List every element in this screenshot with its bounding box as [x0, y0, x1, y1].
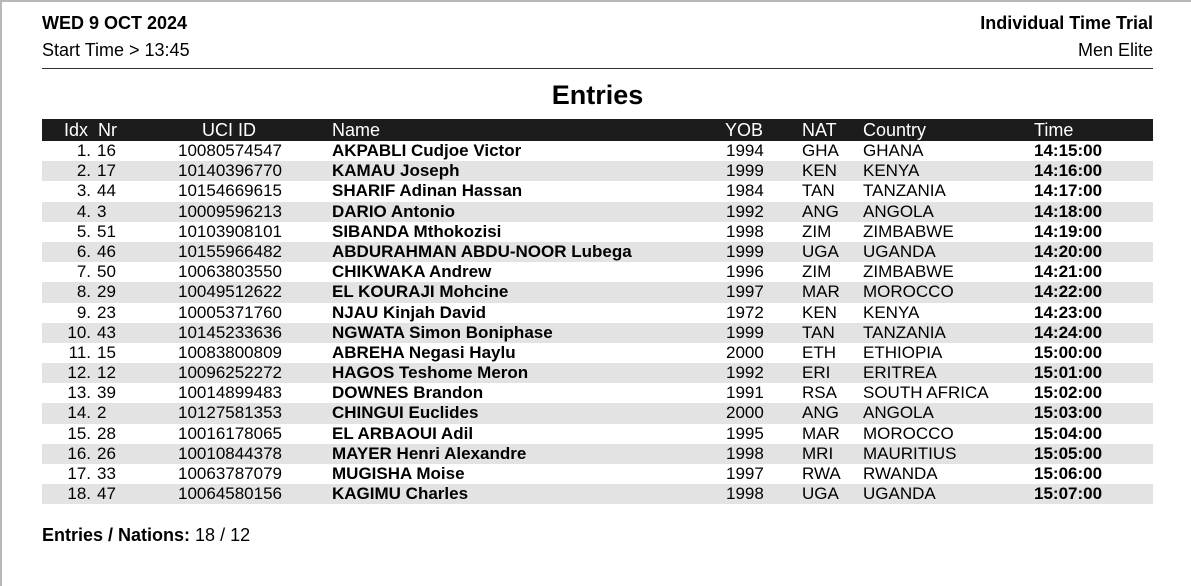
cell-nat: MAR	[802, 423, 840, 443]
cell-idx: 16.	[67, 443, 91, 463]
cell-uci-id: 10103908101	[178, 221, 283, 241]
cell-name: EL KOURAJI Mohcine	[332, 282, 509, 302]
table-row	[42, 262, 1153, 282]
cell-yob: 1998	[726, 221, 764, 241]
cell-uci-id: 10140396770	[178, 161, 283, 181]
cell-idx: 5.	[76, 221, 91, 241]
cell-idx: 11.	[68, 342, 91, 362]
cell-idx: 3.	[76, 181, 91, 201]
cell-nr: 28	[97, 423, 116, 443]
cell-yob: 1999	[726, 322, 764, 342]
cell-nr: 23	[97, 302, 116, 322]
cell-yob: 1972	[726, 302, 764, 322]
cell-nr: 33	[97, 464, 116, 483]
cell-country: ANGOLA	[863, 403, 934, 423]
table-row	[42, 444, 1153, 464]
cell-yob: 1998	[726, 484, 764, 504]
cell-name: MAYER Henri Alexandre	[332, 443, 527, 463]
cell-country: ETHIOPIA	[863, 342, 943, 362]
cell-time: 14:19:00	[1034, 221, 1103, 241]
cell-uci-id: 10155966482	[178, 241, 283, 261]
cell-yob: 1984	[726, 181, 764, 201]
cell-nr: 15	[97, 342, 116, 362]
cell-nat: ZIM	[802, 262, 832, 282]
cell-time: 14:15:00	[1034, 141, 1103, 160]
table-row	[42, 464, 1153, 484]
cell-nat: ERI	[802, 363, 831, 383]
cell-time: 14:23:00	[1034, 302, 1103, 322]
cell-yob: 1999	[726, 241, 764, 261]
cell-name: KAMAU Joseph	[332, 161, 460, 181]
page-title: Entries	[551, 80, 644, 110]
cell-name: AKPABLI Cudjoe Victor	[332, 141, 522, 160]
cell-nr: 46	[97, 241, 116, 261]
cell-yob: 1991	[726, 383, 764, 403]
cell-time: 15:03:00	[1034, 403, 1103, 423]
cell-idx: 10.	[67, 322, 91, 342]
cell-nat: MRI	[802, 443, 834, 463]
cell-uci-id: 10127581353	[178, 403, 283, 423]
cell-uci-id: 10154669615	[178, 181, 283, 201]
cell-country: ZIMBABWE	[863, 221, 954, 241]
cell-nr: 16	[97, 141, 116, 160]
cell-nat: KEN	[802, 161, 837, 181]
cell-nr: 26	[97, 443, 116, 463]
cell-idx: 15.	[67, 423, 91, 443]
cell-nr: 2	[97, 403, 107, 423]
cell-nat: RWA	[802, 464, 841, 483]
cell-country: ERITREA	[863, 363, 937, 383]
cell-name: NGWATA Simon Boniphase	[332, 322, 553, 342]
cell-nr: 29	[97, 282, 116, 302]
cell-uci-id: 10005371760	[178, 302, 283, 322]
table-row	[42, 484, 1153, 504]
cell-nat: TAN	[802, 181, 835, 201]
table-row	[42, 343, 1153, 363]
cell-nat: ETH	[802, 342, 836, 362]
cell-name: CHIKWAKA Andrew	[332, 262, 492, 282]
cell-nat: TAN	[802, 322, 835, 342]
cell-country: UGANDA	[863, 241, 936, 261]
table-row	[42, 181, 1153, 201]
cell-time: 15:06:00	[1034, 464, 1103, 483]
summary-label: Entries / Nations:	[42, 525, 191, 545]
cell-idx: 6.	[76, 241, 91, 261]
cell-uci-id: 10063787079	[178, 464, 283, 483]
table-body	[42, 141, 1153, 504]
cell-name: SIBANDA Mthokozisi	[332, 221, 502, 241]
event-category: Men Elite	[1077, 40, 1153, 60]
cell-name: SHARIF Adinan Hassan	[332, 181, 523, 201]
cell-country: TANZANIA	[863, 181, 946, 201]
cell-nr: 12	[97, 363, 116, 383]
cell-country: GHANA	[863, 141, 924, 160]
cell-idx: 2.	[76, 161, 91, 181]
table-row	[42, 282, 1153, 302]
cell-uci-id: 10080574547	[178, 141, 283, 160]
cell-nr: 43	[97, 322, 116, 342]
cell-nat: MAR	[802, 282, 840, 302]
table-row	[42, 222, 1153, 242]
col-header-yob: YOB	[725, 120, 764, 140]
cell-country: RWANDA	[863, 464, 938, 483]
cell-yob: 1997	[726, 282, 764, 302]
col-header-uci-id: UCI ID	[202, 120, 256, 140]
table-row	[42, 303, 1153, 323]
entries-table	[42, 119, 1153, 504]
cell-name: MUGISHA Moise	[332, 464, 465, 483]
cell-nr: 47	[97, 484, 116, 504]
col-header-nat: NAT	[802, 120, 837, 140]
cell-uci-id: 10010844378	[178, 443, 283, 463]
cell-yob: 1992	[726, 363, 764, 383]
cell-yob: 1994	[726, 141, 764, 160]
table-header	[42, 119, 1153, 141]
cell-name: HAGOS Teshome Meron	[332, 363, 529, 383]
cell-nat: RSA	[802, 383, 837, 403]
cell-yob: 1998	[726, 443, 764, 463]
col-header-time: Time	[1034, 120, 1074, 140]
cell-uci-id: 10145233636	[178, 322, 283, 342]
cell-nr: 44	[97, 181, 116, 201]
cell-name: CHINGUI Euclides	[332, 403, 479, 423]
header-divider	[42, 68, 1153, 69]
cell-country: ZIMBABWE	[863, 262, 954, 282]
table-row	[42, 141, 1153, 161]
col-header-nr: Nr	[98, 120, 117, 140]
table-row	[42, 202, 1153, 222]
cell-name: ABDURAHMAN ABDU-NOOR Lubega	[332, 241, 632, 261]
cell-nat: GHA	[802, 141, 839, 160]
cell-yob: 2000	[726, 403, 764, 423]
cell-time: 15:00:00	[1034, 342, 1103, 362]
cell-country: ANGOLA	[863, 201, 934, 221]
cell-uci-id: 10016178065	[178, 423, 283, 443]
cell-nat: UGA	[802, 484, 839, 504]
cell-time: 14:17:00	[1034, 181, 1103, 201]
cell-nat: KEN	[802, 302, 837, 322]
cell-idx: 18.	[67, 484, 91, 504]
cell-name: EL ARBAOUI Adil	[332, 423, 474, 443]
cell-yob: 1995	[726, 423, 764, 443]
cell-uci-id: 10063803550	[178, 262, 283, 282]
cell-yob: 1997	[726, 464, 764, 483]
cell-idx: 1.	[76, 141, 91, 160]
cell-uci-id: 10096252272	[178, 363, 283, 383]
cell-time: 14:18:00	[1034, 201, 1103, 221]
cell-name: DOWNES Brandon	[332, 383, 484, 403]
cell-nr: 39	[97, 383, 116, 403]
cell-time: 15:04:00	[1034, 423, 1103, 443]
cell-uci-id: 10049512622	[178, 282, 283, 302]
event-name: Individual Time Trial	[980, 13, 1153, 33]
cell-time: 14:16:00	[1034, 161, 1103, 181]
table-row	[42, 403, 1153, 423]
cell-nr: 50	[97, 262, 116, 282]
cell-name: KAGIMU Charles	[332, 484, 469, 504]
cell-yob: 2000	[726, 342, 764, 362]
cell-country: KENYA	[863, 302, 920, 322]
cell-idx: 12.	[67, 363, 91, 383]
cell-country: KENYA	[863, 161, 920, 181]
col-header-country: Country	[863, 120, 927, 140]
table-row	[42, 161, 1153, 181]
cell-country: MAURITIUS	[863, 443, 957, 463]
cell-uci-id: 10014899483	[178, 383, 283, 403]
cell-nr: 17	[97, 161, 116, 181]
cell-country: UGANDA	[863, 484, 936, 504]
cell-idx: 7.	[76, 262, 91, 282]
cell-uci-id: 10064580156	[178, 484, 283, 504]
cell-time: 15:01:00	[1034, 363, 1103, 383]
cell-time: 15:02:00	[1034, 383, 1103, 403]
cell-nr: 51	[97, 221, 116, 241]
cell-nat: UGA	[802, 241, 839, 261]
cell-idx: 17.	[67, 464, 91, 483]
entries-summary	[42, 525, 250, 546]
cell-time: 14:24:00	[1034, 322, 1103, 342]
cell-country: TANZANIA	[863, 322, 946, 342]
event-date: WED 9 OCT 2024	[42, 13, 188, 33]
cell-country: SOUTH AFRICA	[863, 383, 989, 403]
cell-time: 15:05:00	[1034, 443, 1103, 463]
cell-time: 14:21:00	[1034, 262, 1103, 282]
cell-name: ABREHA Negasi Haylu	[332, 342, 516, 362]
start-time: Start Time > 13:45	[42, 40, 190, 60]
cell-idx: 14.	[67, 403, 91, 423]
cell-country: MOROCCO	[863, 282, 954, 302]
col-header-name: Name	[332, 120, 381, 140]
cell-yob: 1999	[726, 161, 764, 181]
cell-idx: 13.	[67, 383, 91, 403]
cell-idx: 8.	[76, 282, 91, 302]
cell-name: DARIO Antonio	[332, 201, 456, 221]
cell-name: NJAU Kinjah David	[332, 302, 486, 322]
table-row	[42, 383, 1153, 403]
cell-yob: 1992	[726, 201, 764, 221]
cell-uci-id: 10009596213	[178, 201, 283, 221]
summary-value: 18 / 12	[195, 525, 251, 545]
cell-idx: 4.	[76, 201, 91, 221]
table-row	[42, 363, 1153, 383]
cell-country: MOROCCO	[863, 423, 954, 443]
cell-time: 15:07:00	[1034, 484, 1103, 504]
cell-nat: ANG	[802, 201, 839, 221]
cell-idx: 9.	[76, 302, 91, 322]
cell-yob: 1996	[726, 262, 764, 282]
cell-time: 14:20:00	[1034, 241, 1103, 261]
table-row	[42, 323, 1153, 343]
cell-nat: ANG	[802, 403, 839, 423]
cell-nr: 3	[97, 201, 107, 221]
cell-uci-id: 10083800809	[178, 342, 283, 362]
cell-nat: ZIM	[802, 221, 832, 241]
table-row	[42, 424, 1153, 444]
table-row	[42, 242, 1153, 262]
col-header-idx: Idx	[64, 120, 89, 140]
cell-time: 14:22:00	[1034, 282, 1103, 302]
